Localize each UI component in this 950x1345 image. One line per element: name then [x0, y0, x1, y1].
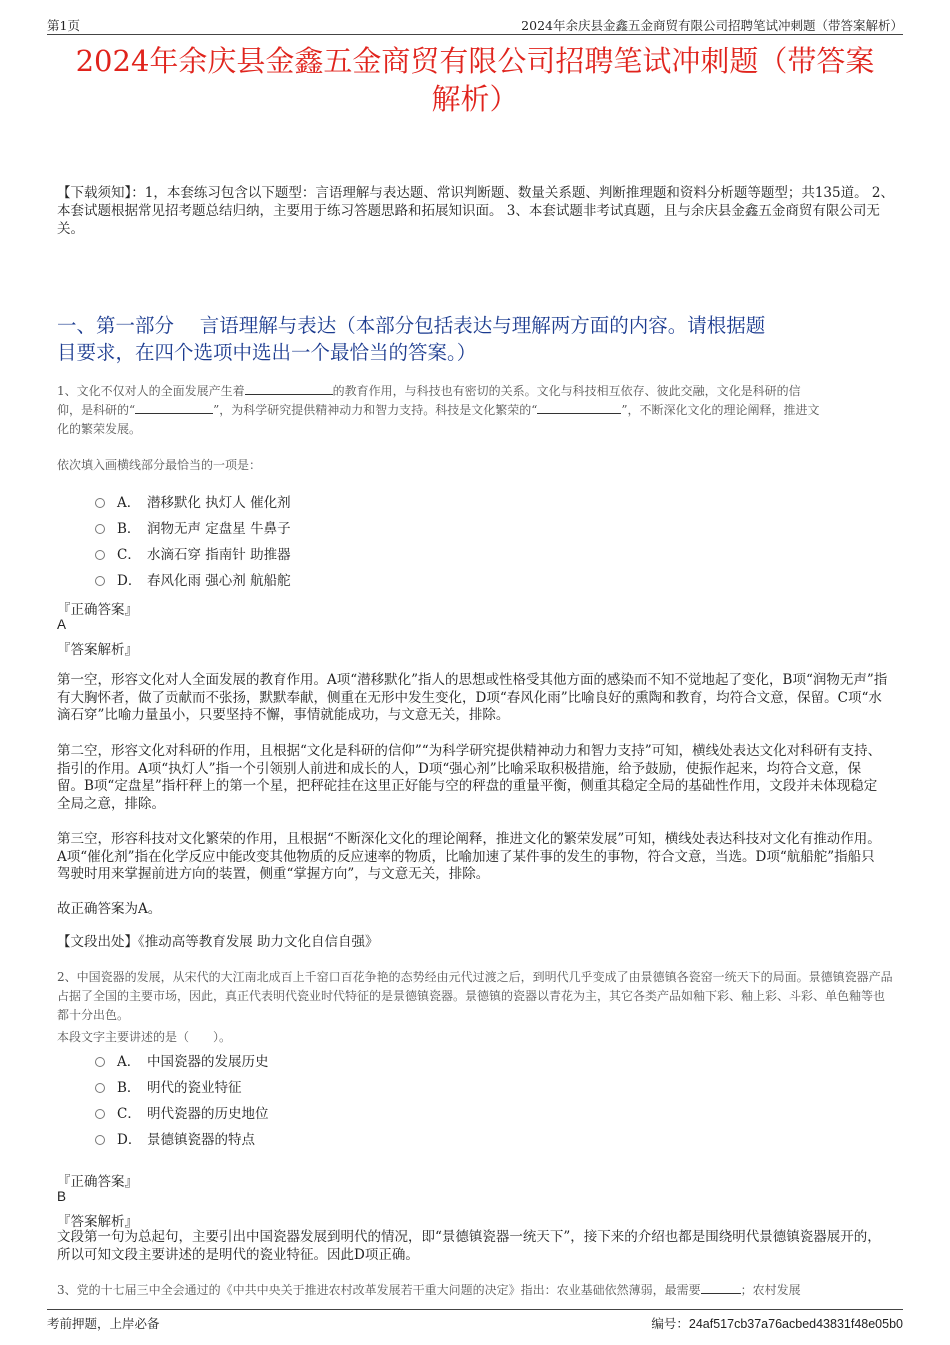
radio-button[interactable]	[95, 1057, 105, 1067]
q3-stem-part-a: 3、党的十七届三中全会通过的《中共中央关于推进农村改革发展若干重大问题的决定》指出：农业基础依然薄弱，最需要	[57, 1283, 701, 1297]
analysis-label: 『答案解析』	[57, 1214, 138, 1230]
title-line-2: 解析）	[431, 82, 519, 116]
download-notice: 【下载须知】：1，本套练习包含以下题型：言语理解与表达题、常识判断题、数量关系题、判断推理题和资料分析题等题型；共135道。 2、本套试题根据常见招考题总结归纳，主要用于练习答题思路和拓展知识面。 3、本套试题非考试真题，且与余庆县金鑫五金商贸有限公司无关。	[57, 185, 894, 237]
fill-blank-1	[245, 382, 333, 395]
correct-answer-label: 『正确答案』	[57, 602, 138, 618]
correct-answer-value: A	[57, 617, 67, 632]
radio-button[interactable]	[95, 498, 105, 508]
fill-blank-2	[135, 401, 213, 414]
radio-button[interactable]	[95, 1109, 105, 1119]
code-value: 24af517cb37a76acbed43831f48e05b0	[688, 1317, 903, 1331]
code-label: 编号：	[651, 1316, 689, 1331]
q1-stem-part-d: ”，为科学研究提供精神动力和智力支持。科技是文化繁荣的“	[213, 403, 538, 417]
option-a[interactable]: A． 潜移默化 执灯人 催化剂	[95, 488, 291, 514]
section-heading-line-2: 目要求，在四个选项中选出一个最恰当的答案。）	[57, 341, 477, 364]
footer-code	[651, 1314, 903, 1332]
question-1-stem	[57, 382, 895, 439]
q1-stem-part-e: ”，不断深化文化的理论阐释，推进文	[621, 403, 820, 417]
section-heading-line-1: 一、第一部分 言语理解与表达（本部分包括表达与理解两方面的内容。请根据题	[57, 314, 766, 337]
radio-button[interactable]	[95, 576, 105, 586]
question-1-prompt: 依次填入画横线部分最恰当的一项是：	[57, 458, 262, 472]
option-c[interactable]: C． 明代瓷器的历史地位	[95, 1099, 269, 1125]
q3-stem-part-b: ；农村发展	[740, 1283, 801, 1297]
radio-button[interactable]	[95, 524, 105, 534]
question-2-stem: 2、中国瓷器的发展，从宋代的大江南北成百上千窑口百花争艳的态势经由元代过渡之后，到明代几乎变成了由景德镇各瓷窑一统天下的局面。景德镇瓷器产品占据了全国的主要市场，因此，真正代表明代瓷业时代特征的是景德镇瓷器。景德镇的瓷器以青花为主，其它各类产品如釉下彩、釉上彩、斗彩、单色釉等也都十分出色。	[57, 970, 893, 1022]
correct-answer-label: 『正确答案』	[57, 1174, 138, 1190]
question-1-options	[95, 488, 291, 592]
option-d[interactable]: D． 景德镇瓷器的特点	[95, 1125, 269, 1151]
q1-stem-part-c: 仰，是科研的“	[57, 403, 136, 417]
page-header	[47, 14, 903, 35]
question-2-prompt: 本段文字主要讲述的是（ ）。	[57, 1030, 232, 1044]
option-c[interactable]: C． 水滴石穿 指南针 助推器	[95, 540, 291, 566]
q1-stem-part-b: 的教育作用，与科技也有密切的关系。文化与科技相互依存、彼此交融，文化是科研的信	[332, 384, 801, 398]
analysis-paragraph-1: 第一空，形容文化对人全面发展的教育作用。A项“潜移默化”指人的思想或性格受其他方面的感染而不知不觉地起了变化，B项“润物无声”指有大胸怀者，做了贡献而不张扬，默默奉献，侧重在无形中发生变化，D项“春风化雨”比喻良好的熏陶和教育，均符合文意，保留。C项“水滴石穿”比喻力量虽小，只要坚持不懈，事情就能成功，与文意无关，排除。	[57, 672, 888, 724]
footer-slogan: 考前押题，上岸必备	[47, 1316, 160, 1331]
question-2-options	[95, 1047, 269, 1151]
radio-button[interactable]	[95, 550, 105, 560]
fill-blank-3	[537, 401, 621, 414]
analysis-conclusion: 故正确答案为A。	[57, 901, 162, 917]
radio-button[interactable]	[95, 1083, 105, 1093]
analysis-paragraph: 文段第一句为总起句，主要引出中国瓷器发展到明代的情况，即“景德镇瓷器一统天下”，接下来的介绍也都是围绕明代景德镇瓷器展开的，所以可知文段主要讲述的是明代的瓷业特征。因此D项正确。	[57, 1229, 881, 1263]
option-b[interactable]: B． 润物无声 定盘星 牛鼻子	[95, 514, 291, 540]
analysis-paragraph-3: 第三空，形容科技对文化繁荣的作用，且根据“不断深化文化的理论阐释，推进文化的繁荣发展”可知，横线处表达科技对文化有推动作用。A项“催化剂”指在化学反应中能改变其他物质的反应速率的物质，比喻加速了某件事的发生的事物，符合文意，当选。D项“航船舵”指船只驾驶时用来掌握前进方向的装置，侧重“掌握方向”，与文意无关，排除。	[57, 831, 881, 883]
question-3-stem	[57, 1281, 895, 1300]
section-heading	[57, 312, 900, 366]
correct-answer-value: B	[57, 1189, 67, 1204]
document-title	[40, 42, 910, 118]
radio-button[interactable]	[95, 1135, 105, 1145]
page-number: 第1页	[47, 18, 80, 33]
header-doc-title: 2024年余庆县金鑫五金商贸有限公司招聘笔试冲刺题（带答案解析）	[521, 18, 903, 33]
title-line-1: 2024年余庆县金鑫五金商贸有限公司招聘笔试冲刺题（带答案	[75, 44, 875, 78]
source-citation: 【文段出处】《推动高等教育发展 助力文化自信自强》	[57, 934, 379, 950]
option-a[interactable]: A． 中国瓷器的发展历史	[95, 1047, 269, 1073]
q1-stem-part-f: 化的繁荣发展。	[57, 422, 142, 436]
analysis-label: 『答案解析』	[57, 642, 138, 658]
fill-blank	[701, 1281, 741, 1294]
analysis-paragraph-2: 第二空，形容文化对科研的作用，且根据“文化是科研的信仰”“为科学研究提供精神动力和智力支持”可知，横线处表达文化对科研有支持、指引的作用。A项“执灯人”指一个引领别人前进和成长的人，D项“强心剂”比喻采取积极措施，给予鼓励，使振作起来，均符合文意，保留。B项“定盘星”指杆秤上的第一个星，把秤砣挂在这里正好能与空的秤盘的重量平衡，侧重其稳定全局的基础性作用，文段并未体现稳定全局之意，排除。	[57, 743, 882, 812]
page-footer	[47, 1309, 903, 1332]
q1-stem-part-a: 1、文化不仅对人的全面发展产生着	[57, 384, 245, 398]
option-b[interactable]: B． 明代的瓷业特征	[95, 1073, 269, 1099]
option-d[interactable]: D． 春风化雨 强心剂 航船舵	[95, 566, 291, 592]
